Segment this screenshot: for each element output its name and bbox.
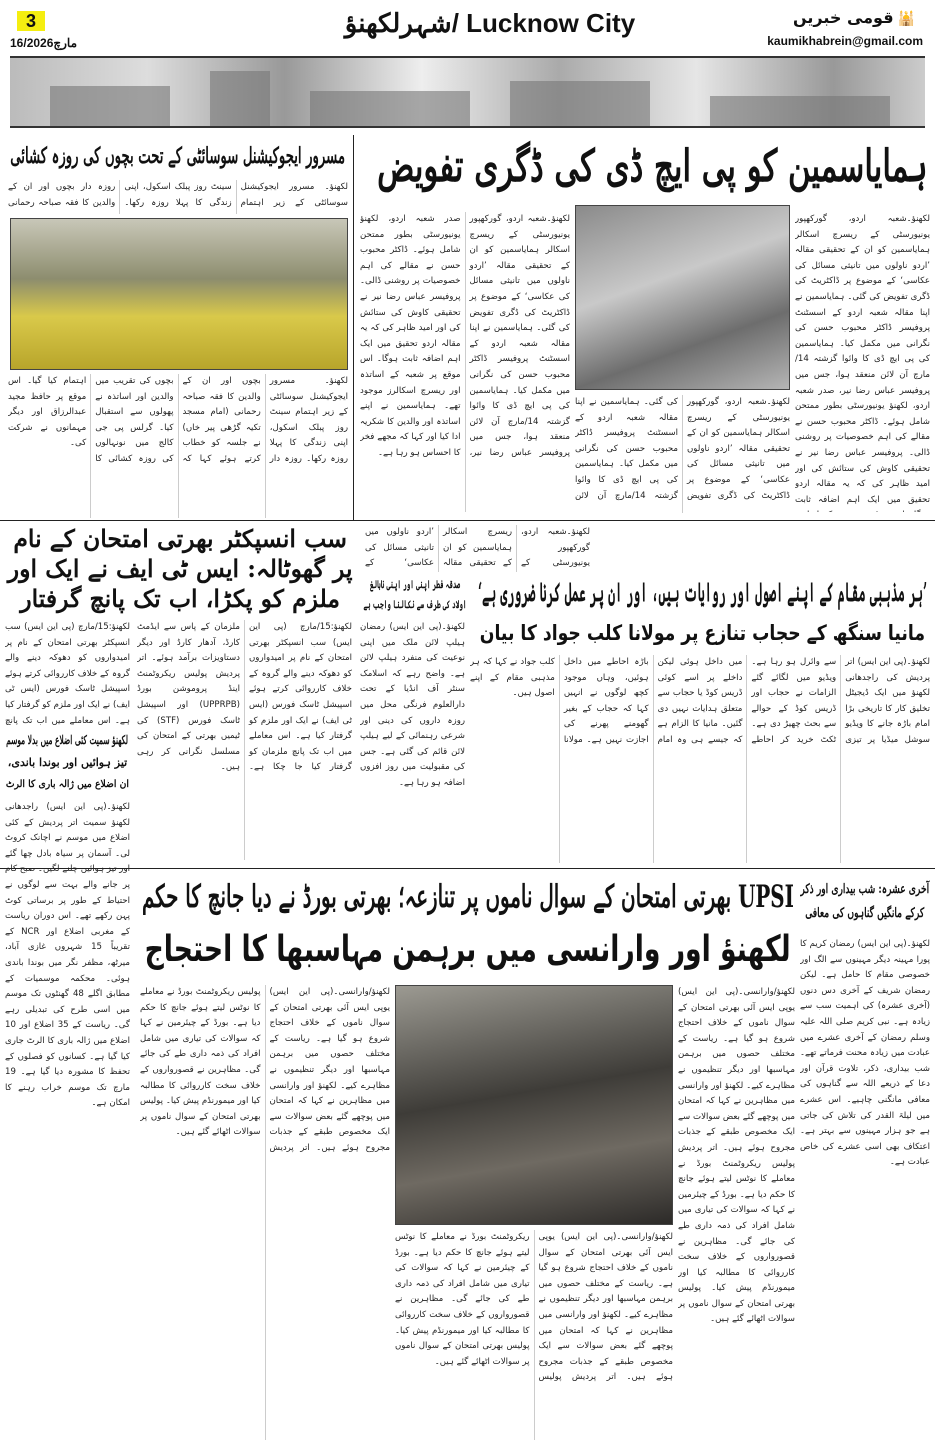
page-number: 3 [17, 11, 45, 31]
story3-body-first-col: لکھنؤ:15/مارچ (پی این ایس) سب انسپکٹر بھرتی امتحان کے نام پر امیدواروں کو دھوکہ دینے والے گروہ کے خلاف کارروائی کرتے ہوئے اسپیشل ٹاسک فورس (ایس ٹی ایف) نے ایک اور ملزم کو گرفتار کیا ہے۔ اس معاملے میں اب تک پانچ [5, 622, 130, 725]
children-roza-kushai-photo [10, 218, 348, 370]
weather-headline-3 [5, 776, 130, 796]
story1-body-under-photo: لکھنؤ۔شعبہ اردو، گورکھپور یونیورسٹی کے ریسرچ اسکالر ہمایاسمین کو ان کے تحقیقی مقالہ ’اردو ناولوں میں تانیثی مسائل کی عکاسی‘ کے موضوع پر ڈاکٹریٹ کی ڈگری تفویض کی گئی۔ ہمایاسمین نے اپنا مقالہ شعبہ اردو کے اسسٹنٹ پروفیسر ڈاکٹر محبوب حسن کی نگرانی میں مکمل کیا۔ ہمایاسمین کی پی ایچ ڈی کا وائوا گزشتہ 14/مارچ آن لائن [575, 397, 790, 501]
section-divider [0, 520, 935, 521]
upsi-body-left: لکھنؤ/وارانسی۔(پی این ایس) یوپی ایس آئی بھرتی امتحان کے سوال ناموں کے خلاف احتجاج شروع ہو گیا ہے۔ ریاست کے مختلف حصوں میں برہمن مہاسبھا اور دیگر تنظیموں نے مظاہرے کیے۔ لکھنؤ اور وارانسی میں مظاہرین نے کہا کہ امتحان میں پوچھے گئے بعض سوالات سے ایک مخصوص طبقے کے جذبات مجروح ہوئے ہیں۔ اتر پردیش پولیس ریکروٹمنٹ بورڈ نے معاملے کا نوٹس لیتے ہوئے جانچ کا حکم دیا ہے۔ بورڈ کے چیئرمین نے کہا کہ سوالات کی تیاری میں شامل افراد کی ذمہ داری طے کی جائے گی۔ مظاہرین نے قصورواروں کے خلاف سخت کارروائی کا مطالبہ کیا اور میمورنڈم پیش کیا۔ پولیس بھرتی امتحان کے سوال ناموں پر سوالات اٹھائے گئے ہیں۔ [140, 987, 390, 1153]
section-divider [0, 868, 935, 869]
story2-headline [8, 140, 348, 176]
column-divider [353, 135, 354, 520]
lucknow-skyline-banner [10, 56, 925, 128]
zakat-body: لکھنؤ۔(پی این ایس) رمضان ہیلپ لائن ملک میں اپنی نوعیت کی منفرد ہیلپ لائن ہے۔ واضح رہے کہ اسلامک سنٹر آف انڈیا کے تحت دارالعلوم فرنگی محل میں روزہ داروں کی دینی اور شرعی رہنمائی کے لیے ہیلپ لائن قائم کی گئی ہے۔ جس کی مقبولیت میں روز افزوں اضافہ ہو رہا ہے۔ [360, 622, 465, 788]
logo-text: قومی خبریں [792, 8, 894, 27]
issue-date: 16/مارچ2026 [10, 36, 78, 50]
weather-headline-2-text: تیز ہوائیں اور بوندا باندی، [7, 756, 128, 769]
masthead-logo [793, 8, 915, 27]
upsi-headline [140, 876, 795, 922]
story4-headline [475, 575, 930, 615]
weather-body: لکھنؤ۔(پی این ایس) راجدھانی لکھنؤ سمیت اتر پردیش کے کئی اضلاع میں موسم نے اچانک کروٹ لی۔ آسمان پر سیاہ بادل چھا گئے اور تیز ہوائیں چلنے لگیں۔ صبح کام پر جانے والے بہت سے لوگوں نے احتیاط کے طور پر برساتی کوٹ پہن رکھے تھے۔ اس دوران ریاست کے مغربی اضلاع اور NCR کے تقریباً 15 شہروں غازی آباد، میرٹھ، مظفر نگر میں بوندا باندی ہوئی۔ محکمہ موسمیات کے مطابق اگلے 48 گھنٹوں تک موسم میں اسی طرح کی تبدیلی رہے گی۔ ریاست کے 35 اضلاع اور 10 اضلاع میں ژالہ باری کا الرٹ جاری کیا گیا ہے۔ کسانوں کو فصلوں کے تحفظ کا مشورہ دیا گیا ہے۔ 19 مارچ تک موسم خراب رہنے کا امکان ہے۔ [5, 802, 130, 1109]
story4-body: لکھنؤ۔(پی این ایس) اتر پردیش کی راجدھانی لکھنؤ میں ایک ڈیجیٹل تخلیق کار کا تاریخی بڑا امام باڑہ جانے کا ویڈیو سوشل میڈیا پر تیزی سے وائرل ہو رہا ہے۔ ویڈیو میں لگائے گئے الزامات نے حجاب اور ڈریس کوڈ کے حوالے سے بحث چھیڑ دی ہے۔ ٹکٹ خرید کر احاطے میں داخل ہوئی لیکن داخلے پر اسے کوئی ڈریس کوڈ یا حجاب سے متعلق ہدایات نہیں دی گئیں۔ مانیا کا الزام ہے کہ جیسے ہی وہ امام باڑہ احاطے میں داخل ہوئیں، وہاں موجود کچھ لوگوں نے انہیں کہا کہ حجاب کے بغیر گھومنے پھرنے کی اجازت نہیں ہے۔ مولانا کلب جواد نے کہا کہ ہر مذہبی مقام کے اپنے اصول ہیں۔ [470, 657, 930, 745]
story3-headline-text: سب انسپکٹر بھرتی امتحان کے نام پر گھوٹالہ: ایس ٹی ایف نے ایک اور ملزم کو پکڑا، اب تک پانچ گرفتار [7, 524, 353, 613]
upsi-subheadline [140, 924, 795, 980]
story2-body: لکھنؤ۔ مسرور ایجوکیشنل سوسائٹی کے زیر اہتمام سینٹ روز پبلک اسکول، اپنی زندگی کا پہلا روزہ رکھا۔ روزہ دار بچوں اور ان کے والدین کا فقہ صباحہ رحمانی (امام مسجد تکیہ گڑھی پیر خاں) نے جلسہ کو خطاب کرتے ہوئے کہا کہ بچوں کی تقریب میں والدین اور اساتذہ نے پھولوں سے استقبال کیا۔ گرلس پی جی کالج میں نونہالوں کی روزہ کشائی کا اہتمام کیا گیا۔ اس موقع پر حافظ مجید عبدالرزاق اور دیگر مہمانوں نے شرکت کی۔ [8, 376, 348, 464]
section-title: شہرلکھنؤ/ Lucknow City [344, 8, 636, 38]
ramadan-headline-text: آخری عشرہ: شب بیداری اور ذکر کرکے مانگیں گناہوں کی معافی [800, 882, 930, 921]
story2-intro: لکھنؤ۔ مسرور ایجوکیشنل سوسائٹی کے زیر اہتمام سینٹ روز پبلک اسکول، اپنی زندگی کا پہلا روزہ رکھا۔ روزہ دار بچوں اور ان کے والدین کا فقہ صباحہ رحمانی [8, 182, 348, 208]
story4-headline-text: ’ہر مذہبی مقام کے اپنے اصول اور روایات ہیں، اور ان پر عمل کرنا ضروری ہے‘ [477, 578, 928, 608]
story1-body-col: لکھنؤ۔شعبہ اردو، گورکھپور یونیورسٹی کے ریسرچ اسکالر ہمایاسمین کو ان کے تحقیقی مقالہ ’اردو ناولوں میں تانیثی مسائل کی عکاسی‘ کے موضوع پر ڈاکٹریٹ کی ڈگری تفویض کی گئی۔ ہمایاسمین نے اپنا مقالہ شعبہ اردو کے اسسٹنٹ پروفیسر ڈاکٹر محبوب حسن کی نگرانی میں مکمل کیا۔ ہمایاسمین کی پی ایچ ڈی کا وائوا گزشتہ 14/مارچ آن لائن منعقد ہوا، جس میں پروفیسر عباس رضا نیر، صدر شعبہ اردو، لکھنؤ یونیورسٹی بطور ممتحن شامل ہوئے۔ ڈاکٹر محبوب حسن نے مقالے کی اہم خصوصیات پر روشنی ڈالی۔ پروفیسر عباس رضا نیر نے تحقیقی کاوش کی ستائش کی اور امید ظاہر کی کہ یہ مقالہ اردو تحقیق میں ایک اہم اضافہ ثابت [795, 214, 930, 505]
zakat-headline-text: صدقہ فطر اپنی اور اپنی نابالغ اولاد کی طرف سے نکالنا واجب ہے [362, 578, 467, 611]
zakat-headline [362, 575, 467, 617]
weather-headline-1-text: لکھنؤ سمیت کئی اضلاع میں بدلا موسم [6, 733, 129, 747]
contact-email: kaumikhabrein@gmail.com [767, 34, 923, 48]
story4-subheadline [475, 618, 930, 650]
upsi-subheadline-text: لکھنؤ اور وارانسی میں برہمن مہاسبھا کا احتجاج [144, 929, 791, 970]
story3-body: لکھنؤ:15/مارچ (پی این ایس) سب انسپکٹر بھرتی امتحان کے نام پر امیدواروں کو دھوکہ دینے والے گروہ کے خلاف کارروائی کرتے ہوئے اسپیشل ٹاسک فورس (ایس ٹی ایف) نے ایک اور ملزم کو گرفتار کیا ہے۔ اس معاملے میں اب تک پانچ ملزمان کو گرفتار کیا جا چکا ہے۔ ملزمان کے پاس سے ایڈمٹ کارڈ، آدھار کارڈ اور دیگر دستاویزات برآمد ہوئے۔ اتر پردیش پولیس ریکروٹمنٹ اینڈ پروموشن بورڈ (UPPRPB) اور اسپیشل ٹاسک فورس (STF) کی ٹیمیں بھرتی کے امتحان کی مسلسل نگرانی کر رہی ہیں۔ [137, 622, 352, 773]
upsi-body-right: لکھنؤ/وارانسی۔(پی این ایس) یوپی ایس آئی بھرتی امتحان کے سوال ناموں کے خلاف احتجاج شروع ہو گیا ہے۔ ریاست کے مختلف حصوں میں برہمن مہاسبھا اور دیگر تنظیموں نے مظاہرے کیے۔ لکھنؤ اور وارانسی میں مظاہرین نے کہا کہ امتحان میں پوچھے گئے بعض سوالات سے ایک مخصوص طبقے کے جذبات مجروح ہوئے ہیں۔ اتر پردیش پولیس ریکروٹمنٹ بورڈ نے معاملے کا نوٹس لیتے ہوئے جانچ کا حکم دیا ہے۔ بورڈ کے چیئرمین نے کہا کہ سوالات کی تیاری میں شامل افراد کی ذمہ داری طے کی جائے گی۔ مظاہرین نے قصورواروں کے خلاف سخت کارروائی کا مطالبہ کیا اور میمورنڈم پیش کیا۔ پولیس بھرتی امتحان کے سوال ناموں پر سوالات اٹھائے گئے ہیں۔ [678, 987, 795, 1325]
story4-subheadline-text: مانیا سنگھ کے حجاب تنازع پر مولانا کلب جواد کا بیان [479, 621, 926, 645]
story1-body-left: لکھنؤ۔شعبہ اردو، گورکھپور یونیورسٹی کے ریسرچ اسکالر ہمایاسمین کو ان کے تحقیقی مقالہ ’اردو ناولوں میں تانیثی مسائل کی عکاسی‘ کے موضوع پر ڈاکٹریٹ کی ڈگری تفویض کی گئی۔ ہمایاسمین نے اپنا مقالہ شعبہ اردو کے اسسٹنٹ پروفیسر ڈاکٹر محبوب حسن کی نگرانی میں مکمل کیا۔ ہمایاسمین کی پی ایچ ڈی کا وائوا گزشتہ 14/مارچ آن لائن منعقد ہوا، جس میں پروفیسر عباس رضا نیر، صدر شعبہ اردو، لکھنؤ یونیورسٹی بطور ممتحن شامل ہوئے۔ ڈاکٹر محبوب حسن نے مقالے کی اہم خصوصیات پر روشنی ڈالی۔ پروفیسر عباس رضا نیر نے تحقیقی کاوش کی ستائش کی اور امید ظاہر کی کہ یہ مقالہ اردو تحقیق میں ایک اہم اضافہ ثابت ہوگا۔ اس موقع پر شعبہ کے اساتذہ اور ریسرچ اسکالرز موجود تھے۔ ہمایاسمین نے اپنے اساتذہ اور والدین کا شکریہ ادا کیا اور کہا کہ مجھے فخر کا احساس ہو رہا ہے۔ [360, 214, 570, 458]
story1-headline [375, 138, 930, 200]
story1-headline-text: ہمایاسمین کو پی ایچ ڈی کی ڈگری تفویض [377, 141, 928, 192]
weather-headline-3-text: ان اضلاع میں ژالہ باری کا الرٹ [5, 779, 130, 790]
story2-headline-text: مسرور ایجوکیشنل سوسائٹی کے تحت بچوں کی روزہ کشائی [10, 143, 346, 169]
story3-headline [5, 524, 355, 616]
story1-continued: لکھنؤ۔شعبہ اردو، گورکھپور یونیورسٹی کے ریسرچ اسکالر ہمایاسمین کو ان کے تحقیقی مقالہ ’اردو ناولوں میں تانیثی مسائل کی عکاسی‘ کے [365, 527, 590, 569]
weather-headline-1 [5, 730, 130, 752]
weather-headline-2 [5, 754, 130, 774]
mosque-icon: 🕌 [897, 11, 915, 27]
upsi-headline-text: UPSI بھرتی امتحان کے سوال ناموں پر تنازعہ؛ بھرتی بورڈ نے دیا جانچ کا حکم [141, 879, 794, 915]
ramadan-body: لکھنؤ۔(پی این ایس) رمضان کریم کا پورا مہینہ دیگر مہینوں سے الگ اور خصوصی مقام کا حامل ہے۔ لیکن رمضان شریف کے آخری دس دنوں (آخری عشرہ) کی اہمیت سب سے زیادہ ہے۔ نبی کریم صلی اللہ علیہ وسلم رمضان کے آخری عشرے میں عبادت میں زیادہ محنت فرماتے تھے۔ شب بیداری، ذکر، تلاوت قرآن اور دعا کے ذریعے اللہ سے گناہوں کی معافی مانگنی چاہیے۔ اس عشرے میں لیلۃ القدر کی تلاش کی جاتی ہے جو ہزار مہینوں سے بہتر ہے۔ اعتکاف بھی اسی عشرے کی خاص عبادت ہے۔ [800, 939, 930, 1168]
ramadan-headline [800, 878, 930, 932]
upsi-body-under-photo: لکھنؤ/وارانسی۔(پی این ایس) یوپی ایس آئی بھرتی امتحان کے سوال ناموں کے خلاف احتجاج شروع ہو گیا ہے۔ ریاست کے مختلف حصوں میں برہمن مہاسبھا اور دیگر تنظیموں نے مظاہرے کیے۔ لکھنؤ اور وارانسی میں مظاہرین نے کہا کہ امتحان میں پوچھے گئے بعض سوالات سے ایک مخصوص طبقے کے جذبات مجروح ہوئے ہیں۔ اتر پردیش پولیس ریکروٹمنٹ بورڈ نے معاملے کا نوٹس لیتے ہوئے جانچ کا حکم دیا ہے۔ بورڈ کے چیئرمین نے کہا کہ سوالات کی تیاری میں شامل افراد کی ذمہ داری طے کی جائے گی۔ مظاہرین نے قصورواروں کے خلاف سخت کارروائی کا مطالبہ کیا اور میمورنڈم پیش کیا۔ پولیس بھرتی امتحان کے سوال ناموں پر سوالات اٹھائے گئے ہیں۔ [395, 1232, 673, 1383]
phd-award-photo [575, 205, 790, 390]
protest-photo [395, 985, 673, 1225]
